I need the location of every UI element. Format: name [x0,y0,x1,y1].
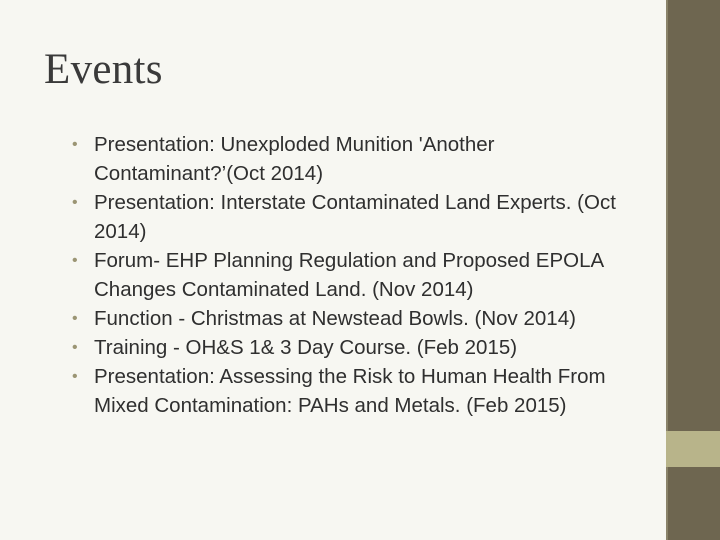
bullet-dot-icon: • [72,252,78,269]
bullet-dot-icon: • [72,368,78,385]
bullet-text: Training - OH&S 1& 3 Day Course. (Feb 2015) [94,336,518,359]
bullet-dot-icon: • [72,310,78,327]
sidebar-accent-block [666,431,720,467]
bullet-item [72,246,652,304]
bullet-item [72,188,652,246]
bullet-item [72,333,652,362]
bullet-text: Function - Christmas at Newstead Bowls. (Nov 2014) [94,307,576,330]
bullet-text: Forum- EHP Planning Regulation and Proposed EPOLA Changes Contaminated Land. (Nov 2014) [94,249,604,301]
bullet-item [72,304,652,333]
bullet-list [72,130,652,420]
bullet-text: Presentation: Interstate Contaminated Land Experts. (Oct 2014) [94,191,616,243]
bullet-dot-icon: • [72,339,78,356]
bullet-dot-icon: • [72,136,78,153]
bullet-dot-icon: • [72,194,78,211]
bullet-item [72,130,652,188]
bullet-item [72,362,652,420]
bullet-text: Presentation: Assessing the Risk to Human Health From Mixed Contamination: PAHs and Metals. (Feb 2015) [94,365,606,417]
slide-title: Events [44,46,163,93]
bullet-text: Presentation: Unexploded Munition 'Another Contaminant?’(Oct 2014) [94,133,495,185]
